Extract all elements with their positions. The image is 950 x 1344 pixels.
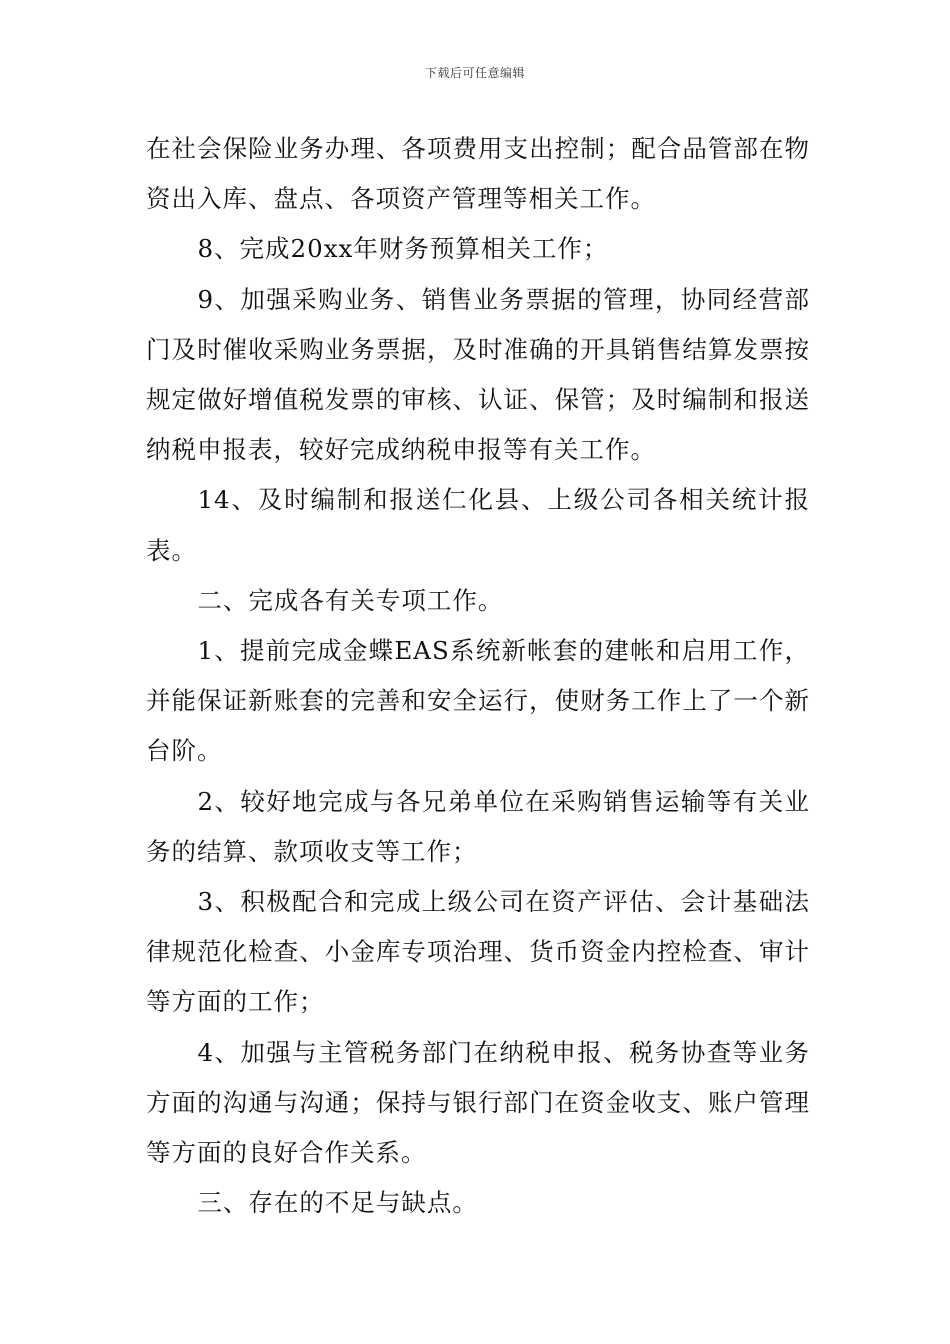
document-body: [146, 124, 810, 1228]
section-heading-3: 三、存在的不足与缺点。: [197, 1188, 478, 1218]
paragraph-special-2: 2、较好地完成与各兄弟单位在采购销售运输等有关业务的结算、款项收支等工作；: [146, 786, 810, 866]
paragraph-special-1: 1、提前完成金蝶EAS系统新帐套的建帐和启用工作，并能保证新账套的完善和安全运行，使财务工作上了一个新台阶。: [146, 636, 810, 766]
paragraph-special-4: 4、加强与主管税务部门在纳税申报、税务协查等业务方面的沟通与沟通；保持与银行部门在资金收支、账户管理等方面的良好合作关系。: [146, 1037, 810, 1168]
paragraph-item-14: 14、及时编制和报送仁化县、上级公司各相关统计报表。: [146, 485, 810, 565]
section-heading-2: 二、完成各有关专项工作。: [197, 585, 504, 615]
paragraph-item-8: 8、完成20xx年财务预算相关工作；: [197, 234, 609, 264]
paragraph-item-9: 9、加强采购业务、销售业务票据的管理，协同经营部门及时催收采购业务票据，及时准确的开具销售结算发票按规定做好增值税发票的审核、认证、保管；及时编制和报送纳税申报表，较好完成纳税申报等有关工作。: [146, 284, 810, 465]
page-header: 下载后可任意编辑: [424, 66, 525, 80]
paragraph-special-3: 3、积极配合和完成上级公司在资产评估、会计基础法律规范化检查、小金库专项治理、货币资金内控检查、审计等方面的工作；: [146, 887, 810, 1017]
paragraph-continuation: 在社会保险业务办理、各项费用支出控制；配合品管部在物资出入库、盘点、各项资产管理等相关工作。: [146, 134, 810, 214]
